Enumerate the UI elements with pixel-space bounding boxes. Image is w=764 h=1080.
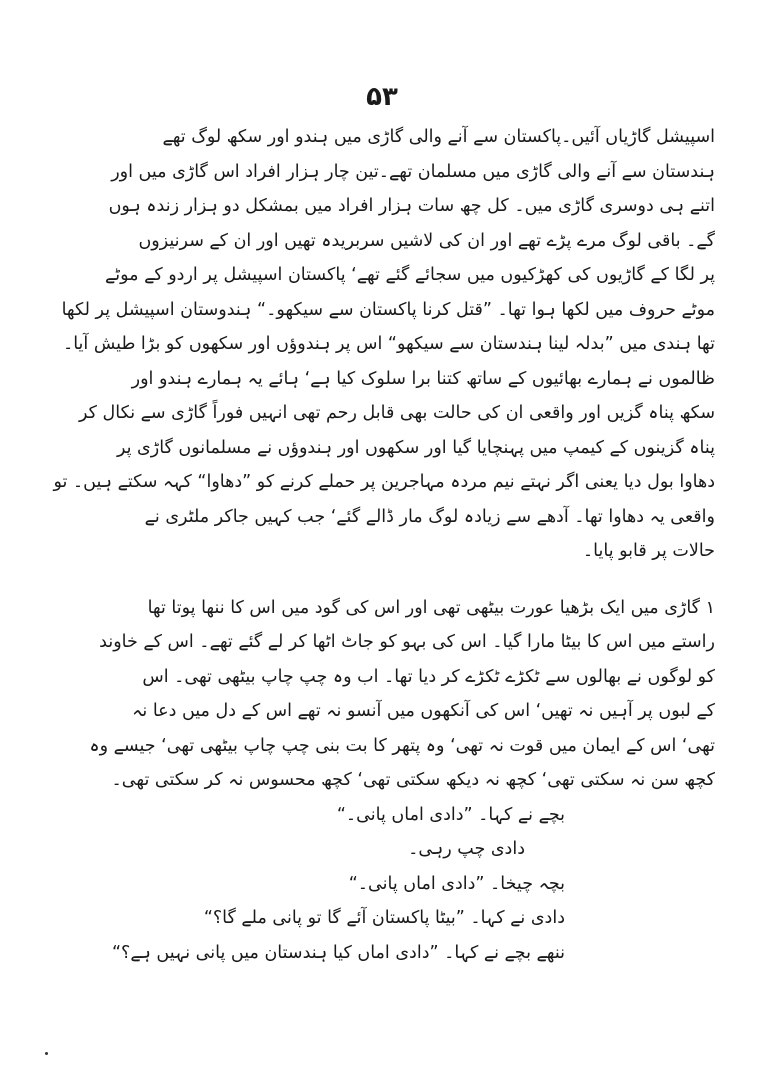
dialog-line: ننھے بچے نے کہا۔ ”دادی اماں کیا ہندستان میں پانی نہیں ہے؟“ [111, 942, 565, 963]
text-line: واقعی یہ دھاوا تھا۔ آدھے سے زیادہ لوگ مار ڈالے گئے‘ جب کہیں جاکر ملٹری نے [144, 506, 715, 527]
text-line: تھا ہندی میں ”بدلہ لینا ہندستان سے سیکھو“ اس پر ہندوؤں اور سکھوں کو بڑا طیش آیا۔ [62, 334, 715, 354]
page-number: ۵۳ [366, 82, 398, 112]
text-line: ہندستان سے آنے والی گاڑی میں مسلمان تھے۔تین چار ہزار افراد اس گاڑی میں اور [111, 161, 715, 182]
text-line: اسپیشل گاڑیاں آئیں۔پاکستان سے آنے والی گاڑی میں ہندو اور سکھ لوگ تھے [162, 127, 715, 147]
paragraph-1 [50, 120, 715, 569]
dialog-line: بچہ چیخا۔ ”دادی اماں پانی۔“ [348, 873, 565, 894]
text-line: کو لوگوں نے بھالوں سے ٹکڑے ٹکڑے کر دیا تھا۔ اب وہ چپ چاپ بیٹھی تھی۔ اس [142, 666, 715, 687]
dialog-line: دادی چپ رہی۔ [408, 839, 525, 859]
text-line: راستے میں اس کا بیٹا مارا گیا۔ اس کی بہو کو جاٹ اٹھا کر لے گئے تھے۔ اس کے خاوند [99, 632, 715, 652]
dialog-line: بچے نے کہا۔ ”دادی اماں پانی۔“ [336, 804, 565, 825]
body-text [50, 120, 715, 970]
text-line: تھی‘ اس کے ایمان میں قوت نہ تھی‘ وہ پتھر کا بت بنی چپ چاپ بیٹھی تھی‘ جیسے وہ [89, 735, 715, 756]
text-line: پر لگا کے گاڑیوں کی کھڑکیوں میں سجائے گئے تھے‘ پاکستان اسپیشل پر اردو کے موٹے [104, 265, 715, 285]
text-line: حالات پر قابو پایا۔ [582, 541, 715, 561]
text-line: پناہ گزینوں کے کیمپ میں پہنچایا گیا اور سکھوں اور ہندوؤں نے مسلمانوں گاڑی پر [116, 437, 715, 458]
paragraph-2 [50, 591, 715, 798]
text-line: ظالموں نے ہمارے بھائیوں کے ساتھ کتنا برا سلوک کیا ہے‘ ہائے یہ ہمارے ہندو اور [131, 368, 715, 389]
dialog-block [50, 798, 715, 971]
dialog-line: دادی نے کہا۔ ”بیٹا پاکستان آئے گا تو پانی ملے گا؟“ [203, 908, 565, 928]
text-line: کے لبوں پر آہیں نہ تھیں‘ اس کی آنکھوں میں آنسو نہ تھے اس کے دل میں دعا نہ [132, 701, 715, 721]
text-line: سکھ پناہ گزیں اور واقعی ان کی حالت بھی قابل رحم تھی انہیں فوراً گاڑی سے نکال کر [78, 403, 715, 423]
text-line: کچھ سن نہ سکتی تھی‘ کچھ نہ دیکھ سکتی تھی‘ کچھ محسوس نہ کر سکتی تھی۔ [111, 770, 715, 790]
text-line: اتنے ہی دوسری گاڑی میں۔ کل چھ سات ہزار افراد میں بمشکل دو ہزار زندہ ہوں [108, 196, 715, 216]
paragraph-gap [50, 569, 715, 591]
text-line: ۱ گاڑی میں ایک بڑھیا عورت بیٹھی تھی اور اس کی گود میں اس کا ننھا پوتا تھا [147, 597, 715, 618]
text-line: موٹے حروف میں لکھا ہوا تھا۔ ”قتل کرنا پاکستان سے سیکھو۔“ ہندوستان اسپیشل پر لکھا [61, 299, 715, 320]
scan-speck [45, 1052, 48, 1055]
text-line: گے۔ باقی لوگ مرے پڑے تھے اور ان کی لاشیں سربریدہ تھیں اور ان کے سرنیزوں [138, 230, 715, 251]
text-line: دھاوا بول دیا یعنی اگر نہتے نیم مردہ مہاجرین پر حملے کرنے کو ”دھاوا“ کہہ سکتے ہیں۔ تو [53, 472, 715, 492]
